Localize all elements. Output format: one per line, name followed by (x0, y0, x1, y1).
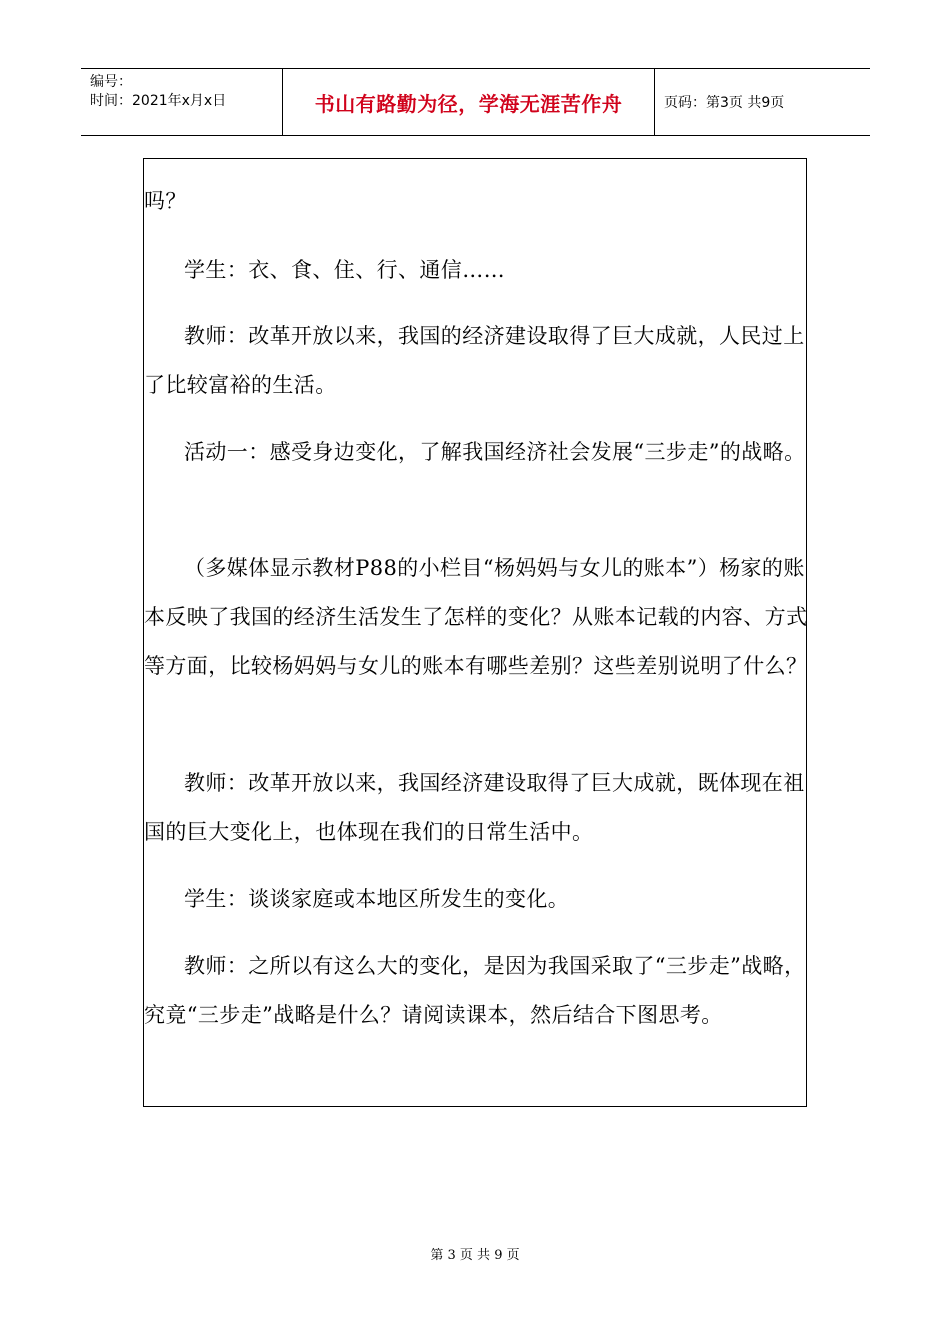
document-number-label: 编号： (90, 74, 132, 90)
paragraph-teacher-intro: 教师：改革开放以来，我国的经济建设取得了巨大成就，人民过上了比较富裕的生活。 (144, 324, 805, 397)
paragraph-activity-one: 活动一：感受身边变化，了解我国经济社会发展“三步走”的战略。 (184, 440, 806, 464)
page-footer: 第 3 页 共 9 页 (430, 1248, 520, 1263)
header-meta-cell (81, 69, 283, 135)
page-header (81, 68, 870, 136)
paragraph-student-answer: 学生：衣、食、住、行、通信…… (184, 258, 505, 282)
paragraph-multimedia-question: （多媒体显示教材P88的小栏目“杨妈妈与女儿的账本”）杨家的账本反映了我国的经济生活发生了怎样的变化？从账本记载的内容、方式等方面，比较杨妈妈与女儿的账本有哪些差别？这些差别说明了什么？ (144, 556, 808, 678)
document-date-label: 时间：2021年x月x日 (90, 93, 227, 109)
lesson-content-box (143, 158, 807, 1107)
paragraph-continuation: 吗？ (144, 189, 187, 213)
paragraph-teacher-achievement: 教师：改革开放以来，我国经济建设取得了巨大成就，既体现在祖国的巨大变化上，也体现在我们的日常生活中。 (144, 771, 805, 844)
header-page-info: 页码：第3页 共9页 (664, 95, 785, 111)
header-motto: 书山有路勤为径，学海无涯苦作舟 (283, 69, 655, 135)
paragraph-student-discussion: 学生：谈谈家庭或本地区所发生的变化。 (184, 887, 570, 911)
paragraph-teacher-three-steps: 教师：之所以有这么大的变化，是因为我国采取了“三步走”战略，究竟“三步走”战略是什么？请阅读课本，然后结合下图思考。 (144, 954, 806, 1027)
